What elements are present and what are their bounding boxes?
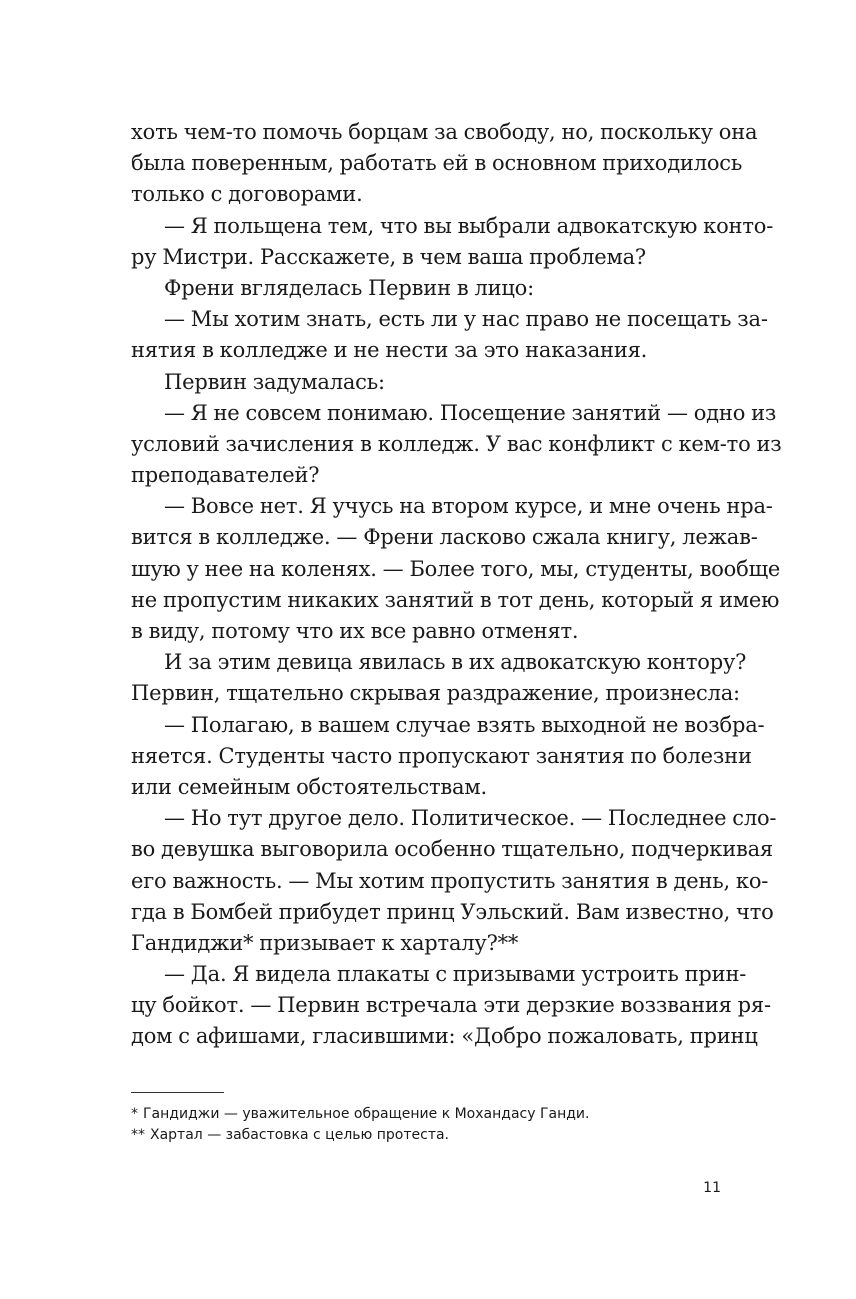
footnote-text: Гандиджи — уважительное обращение к Мохандасу Ганди. <box>143 1106 590 1122</box>
text-line: не пропустим никаких занятий в тот день, который я имею <box>131 587 780 612</box>
text-line: — Полагаю, в вашем случае взять выходной не возбра- <box>164 712 765 737</box>
text-line: нятия в колледже и не нести за это наказания. <box>131 338 648 363</box>
footnote-mark: * <box>131 1106 138 1122</box>
text-line: — Но тут другое дело. Политическое. — Последнее сло- <box>164 806 777 831</box>
text-line: ру Мистри. Расскажете, в чем ваша проблема? <box>131 244 646 269</box>
footnote-mark: ** <box>131 1127 145 1143</box>
text-line: во девушка выговорила особенно тщательно, подчеркивая <box>131 837 773 862</box>
text-line: хоть чем-то помочь борцам за свободу, но, поскольку она <box>131 120 758 144</box>
text-line: Первин задумалась: <box>164 369 385 394</box>
text-line: шую у нее на коленях. — Более того, мы, студенты, вообще <box>131 556 781 581</box>
text-line: или семейным обстоятельствам. <box>131 774 487 799</box>
text-line: в виду, потому что их все равно отменят. <box>131 619 579 643</box>
footnote-text: Хартал — забастовка с целью протеста. <box>150 1127 450 1143</box>
text-line: только с договорами. <box>131 182 363 207</box>
text-line: Френи вгляделась Первин в лицо: <box>164 275 535 300</box>
body-text <box>131 117 782 1053</box>
text-line: преподавателей? <box>131 463 320 488</box>
text-line: — Вовсе нет. Я учусь на втором курсе, и мне очень нра- <box>164 494 773 519</box>
text-line: его важность. — Мы хотим пропустить занятия в день, ко- <box>131 868 769 893</box>
text-line: цу бойкот. — Первин встречала эти дерзкие воззвания ря- <box>131 993 771 1018</box>
text-line: вится в колледже. — Френи ласково сжала книгу, лежав- <box>131 525 758 550</box>
text-line: няется. Студенты часто пропускают занятия по болезни <box>131 743 752 768</box>
text-line: — Мы хотим знать, есть ли у нас право не посещать за- <box>164 307 768 332</box>
text-line: — Я не совсем понимаю. Посещение занятий — одно из <box>164 400 777 425</box>
page-number: 11 <box>703 1180 721 1196</box>
text-line: условий зачисления в колледж. У вас конфликт с кем-то из <box>131 431 782 456</box>
text-line: — Да. Я видела плакаты с призывами устроить прин- <box>164 962 747 987</box>
text-line: гда в Бомбей прибудет принц Уэльский. Вам известно, что <box>131 899 774 924</box>
text-line: дом с афишами, гласившими: «Добро пожаловать, принц <box>131 1024 758 1049</box>
footnote-2 <box>131 1125 721 1146</box>
footnote-divider <box>131 1092 224 1093</box>
text-line: Первин, тщательно скрывая раздражение, произнесла: <box>131 681 740 706</box>
footnotes <box>131 1104 721 1146</box>
text-line: была поверенным, работать ей в основном приходилось <box>131 151 743 176</box>
text-line: И за этим девица явилась в их адвокатскую контору? <box>164 650 747 675</box>
footnote-1 <box>131 1104 721 1125</box>
text-line: Гандиджи* призывает к харталу?** <box>131 930 519 955</box>
text-line: — Я польщена тем, что вы выбрали адвокатскую конто- <box>164 213 774 238</box>
